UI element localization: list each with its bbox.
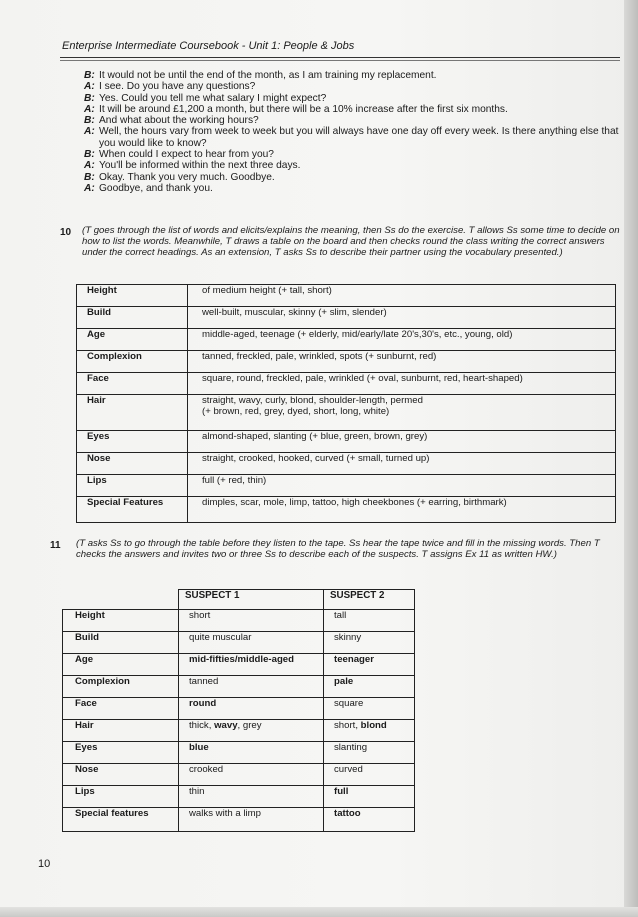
suspect-2-value: curved — [324, 764, 415, 786]
table-row — [77, 307, 616, 329]
table-row — [77, 373, 616, 395]
suspect-1-value: short — [179, 610, 324, 632]
speaker: A: — [84, 81, 95, 93]
dialogue-line — [84, 183, 624, 194]
line-text: Goodbye, and thank you. — [99, 182, 213, 194]
suspect-2-header: SUSPECT 2 — [324, 590, 415, 610]
suspect-1-value: quite muscular — [179, 632, 324, 654]
row-label: Face — [63, 698, 179, 720]
table-row — [77, 395, 616, 431]
dialogue-line — [84, 81, 624, 92]
value-part-answer: blond — [360, 720, 387, 731]
table-row — [63, 742, 415, 764]
line-text: When could I expect to hear from you? — [99, 149, 274, 161]
row-value: of medium height (+ tall, short) — [188, 285, 616, 307]
row-label: Build — [77, 307, 188, 329]
suspect-1-header: SUSPECT 1 — [179, 590, 324, 610]
line-text: It will be around £1,200 a month, but there will be a 10% increase after the first six months. — [99, 103, 508, 115]
suspect-1-value: blue — [179, 742, 324, 764]
speaker: B: — [84, 149, 95, 161]
empty-corner — [63, 590, 179, 610]
speaker: A: — [84, 103, 95, 115]
value-part: , grey — [237, 720, 262, 731]
dialogue-line — [84, 149, 624, 160]
page-edge-shadow — [624, 0, 638, 917]
row-value: almond-shaped, slanting (+ blue, green, brown, grey) — [188, 431, 616, 453]
suspect-2-value: square — [324, 698, 415, 720]
suspect-2-value: teenager — [324, 654, 415, 676]
speaker: B: — [84, 70, 95, 81]
suspect-1-value: mid-fifties/middle-aged — [179, 654, 324, 676]
value-part: short, — [334, 720, 361, 731]
dialogue-line — [84, 104, 624, 115]
table-row — [77, 475, 616, 497]
suspect-1-value: walks with a limp — [179, 808, 324, 832]
table-row — [77, 351, 616, 373]
suspect-2-value — [324, 720, 415, 742]
row-label: Complexion — [63, 676, 179, 698]
table-row — [63, 786, 415, 808]
row-label: Lips — [77, 475, 188, 497]
line-text: Okay. Thank you very much. Goodbye. — [99, 171, 275, 183]
row-label: Face — [77, 373, 188, 395]
speaker: B: — [84, 92, 95, 104]
line-text: Yes. Could you tell me what salary I might expect? — [99, 92, 327, 104]
row-label: Special features — [63, 808, 179, 832]
row-value: dimples, scar, mole, limp, tattoo, high cheekbones (+ earring, birthmark) — [188, 497, 616, 523]
row-label: Hair — [77, 395, 188, 431]
value-part-answer: wavy — [214, 720, 238, 731]
table-row — [63, 610, 415, 632]
table-row — [77, 453, 616, 475]
dialogue-line — [84, 93, 624, 104]
table-row — [63, 764, 415, 786]
suspect-1-value: crooked — [179, 764, 324, 786]
row-value: square, round, freckled, pale, wrinkled (+ oval, sunburnt, red, heart-shaped) — [188, 373, 616, 395]
dialogue-line — [84, 172, 624, 183]
line-text: Well, the hours vary from week to week but you will always have one day off every week. Is there anything else that you would like to know? — [99, 126, 619, 149]
table-row — [77, 497, 616, 523]
exercise-11-number: 11 — [50, 540, 61, 551]
suspect-2-value: slanting — [324, 742, 415, 764]
row-value: straight, crooked, hooked, curved (+ small, turned up) — [188, 453, 616, 475]
dialogue-line — [84, 115, 624, 126]
table-row — [63, 698, 415, 720]
table-row — [63, 676, 415, 698]
row-value-line: (+ brown, red, grey, dyed, short, long, white) — [202, 406, 390, 417]
dialogue-line — [84, 70, 624, 81]
speaker: A: — [84, 160, 95, 172]
row-label: Height — [63, 610, 179, 632]
speaker: B: — [84, 115, 95, 127]
line-text: It would not be until the end of the month, as I am training my replacement. — [99, 70, 437, 81]
row-value: full (+ red, thin) — [188, 475, 616, 497]
suspect-2-value: pale — [324, 676, 415, 698]
suspect-1-value: thin — [179, 786, 324, 808]
suspect-2-value: tall — [324, 610, 415, 632]
table-header-row — [63, 590, 415, 610]
suspect-1-value — [179, 720, 324, 742]
table-row — [77, 285, 616, 307]
bottom-edge-shadow — [0, 907, 638, 917]
dialogue — [84, 70, 624, 194]
row-label: Eyes — [63, 742, 179, 764]
table-row — [63, 720, 415, 742]
exercise-11-instruction: (T asks Ss to go through the table before they listen to the tape. Ss hear the tape twice and fill in the missing words. Then T checks the answers and invites two or three Ss to describe each of the suspects. T assigns Ex 11 as written HW.) — [76, 538, 600, 561]
table-row — [63, 632, 415, 654]
value-part: thick, — [189, 720, 215, 731]
row-label: Age — [77, 329, 188, 351]
vocabulary-table — [76, 284, 616, 523]
table-row — [77, 431, 616, 453]
speaker: A: — [84, 182, 95, 194]
row-value: tanned, freckled, pale, wrinkled, spots (+ sunburnt, red) — [188, 351, 616, 373]
exercise-10-instruction: (T goes through the list of words and elicits/explains the meaning, then Ss do the exercise. T allows Ss some time to decide on how to list the words. Meanwhile, T draws a table on the board and then checks round the class writing the correct answers under the correct headings. As an extension, T asks Ss to describe their partner using the vocabulary presented.) — [82, 225, 620, 259]
row-label: Nose — [63, 764, 179, 786]
running-header: Enterprise Intermediate Coursebook - Unit 1: People & Jobs — [62, 40, 355, 52]
suspects-table — [62, 589, 415, 832]
header-rule — [60, 57, 620, 58]
row-value-line: straight, wavy, curly, blond, shoulder-length, permed — [202, 395, 423, 406]
dialogue-line — [84, 160, 624, 171]
row-label: Nose — [77, 453, 188, 475]
table-row — [77, 329, 616, 351]
row-label: Complexion — [77, 351, 188, 373]
row-value — [188, 395, 616, 431]
exercise-10-number: 10 — [60, 227, 72, 238]
line-text: You'll be informed within the next three days. — [99, 160, 301, 172]
suspect-2-value: tattoo — [324, 808, 415, 832]
row-value: middle-aged, teenage (+ elderly, mid/early/late 20's,30's, etc., young, old) — [188, 329, 616, 351]
line-text: And what about the working hours? — [99, 115, 259, 127]
row-label: Special Features — [77, 497, 188, 523]
speaker: A: — [84, 126, 95, 138]
table-row — [63, 654, 415, 676]
suspect-1-value: tanned — [179, 676, 324, 698]
row-label: Height — [77, 285, 188, 307]
row-label: Age — [63, 654, 179, 676]
row-label: Lips — [63, 786, 179, 808]
page-number: 10 — [38, 858, 51, 870]
suspect-2-value: full — [324, 786, 415, 808]
speaker: B: — [84, 171, 95, 183]
row-value: well-built, muscular, skinny (+ slim, slender) — [188, 307, 616, 329]
row-label: Build — [63, 632, 179, 654]
line-text: I see. Do you have any questions? — [99, 81, 256, 93]
suspect-2-value: skinny — [324, 632, 415, 654]
suspect-1-value: round — [179, 698, 324, 720]
table-row — [63, 808, 415, 832]
row-label: Eyes — [77, 431, 188, 453]
dialogue-line — [84, 126, 624, 149]
header-rule-thin — [60, 60, 620, 61]
row-label: Hair — [63, 720, 179, 742]
